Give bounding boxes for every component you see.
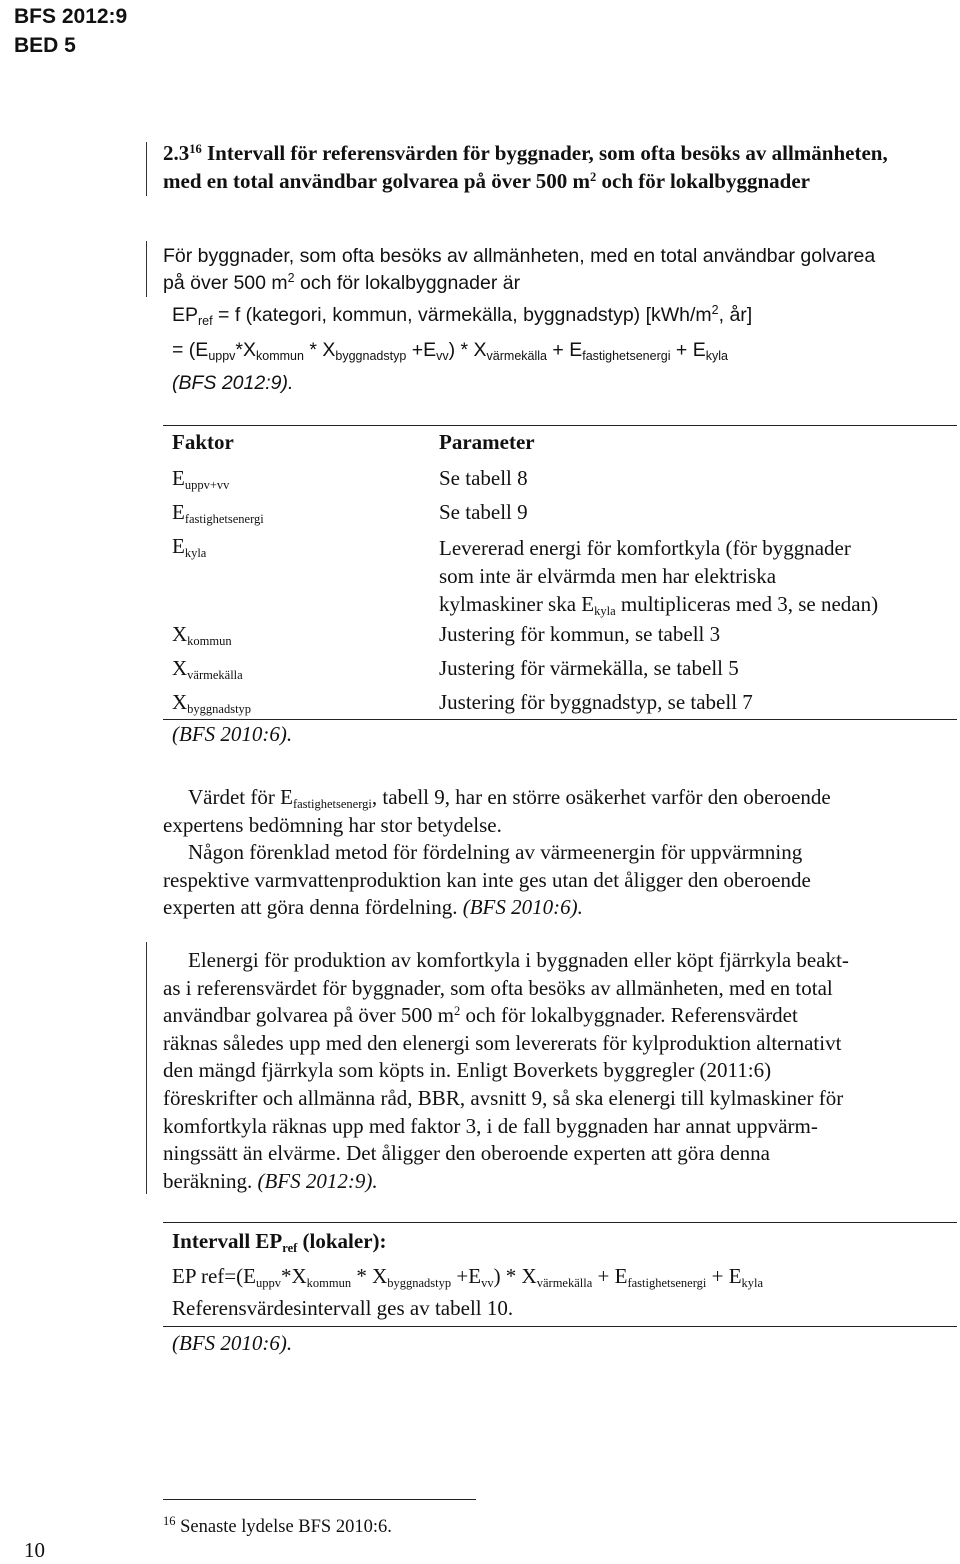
table-row-parameter: Justering för värmekälla, se tabell 5 [439,656,739,680]
intro-line-1: För byggnader, som ofta besöks av allmänheten, med en total användbar golvarea [163,245,876,267]
footnote: $^{16}$ Senaste lydelse BFS 2010:6. [163,1514,392,1537]
intro-line-2: på över 500 $m^2$ och för lokalbyggnader är [163,271,521,294]
section-title: $2.3^{16}$ Intervall för referensvärden för byggnader, som ofta besöks av allmänheten, med en total användbar golvarea på över 500 $m^2$ och för lokalbyggnader [163,141,888,193]
header-bfs: BFS 2012:9 [14,5,128,28]
table-bottom-rule [163,719,957,720]
table-row-faktor: $X_{kommun}$ [172,622,232,648]
change-bar [146,241,147,297]
reference-bfs-2010: (BFS 2010:6). [172,722,293,746]
reference-bfs-2012: (BFS 2012:9). [172,372,294,394]
paragraph-fastighetsenergi: Värdet för $E_{fastighetsenergi}$, tabell 9, har en större osäkerhet varför den oberoende expertens bedömning har stor betydelse. Någon förenklad metod för fördelning av värmeenergin för uppvärmning respektive varmvattenproduktion kan inte ges utan det åligger den oberoende experten att göra denna fördelning. (BFS 2010:6). [163,785,831,920]
table-row-parameter: Se tabell 8 [439,466,528,490]
paragraph-elenergi: Elenergi för produktion av komfortkyla i byggnaden eller köpt fjärrkyla beakt- as i referensvärdet för byggnader, som ofta besöks av allmänheten, med en total användbar golvarea på över 500 $m^2$ och för lokalbyggnader. Referensvärdet räknas således upp med den elenergi som levererats för kylproduktion alternativt den mängd fjärrkyla som köpts in. Enligt Boverkets byggregler (2011:6) föreskrifter och allmänna råd, BBR, avsnitt 9, så ska elenergi till kylmaskiner för komfortkyla räknas upp med faktor 3, i de fall byggnaden har annat uppvärm- ningssätt än elvärme. Det åligger den oberoende experten att göra denna beräkning. (BFS 2012:9). [163,948,849,1193]
formula-ep-ref: $EP_{ref} = f$ (kategori, kommun, värmekälla, byggnadstyp) [$kWh/m^2$, år] [172,303,753,328]
table-row-parameter: Levererad energi för komfortkyla (för byggnader som inte är elvärmda men har elektriska kylmaskiner ska $E_{kyla}$ multipliceras med 3, se nedan) [439,536,879,618]
footnote-ref: 16 [189,142,202,157]
reference-bfs-2012: (BFS 2012:9). [257,1168,378,1193]
header-bed: BED 5 [14,34,76,57]
table-row-parameter: Justering för byggnadstyp, se tabell 7 [439,690,753,714]
box-top-rule [163,1222,957,1223]
table-row-faktor: $E_{kyla}$ [172,534,207,560]
table-row-parameter: Justering för kommun, se tabell 3 [439,622,721,646]
reference-bfs-2010: (BFS 2010:6). [462,895,583,920]
table-header-parameter: Parameter [439,430,535,454]
box-bottom-rule [163,1326,957,1327]
box-formula: EP $ref=(E_{uppv}*X_{kommun} * X_{byggnadstyp} +E_{vv}) * X_{värmekälla} + E_{fastighetsenergi} + E_{kyla}$ [172,1264,764,1290]
page-number: 10 [24,1538,45,1562]
table-row-faktor: $X_{byggnadstyp}$ [172,690,252,716]
formula-expression: = $(E_{uppv}*X_{kommun} * X_{byggnadstyp} +E_{vv}) * X_{värmekälla} + E_{fastighetsenergi} + E_{kyla}$ [172,339,728,363]
table-header-faktor: Faktor [172,430,234,454]
box-note: Referensvärdesintervall ges av tabell 10. [172,1296,514,1320]
footnote-rule [163,1499,476,1500]
box-title: Intervall $EP_{ref}$ (lokaler): [172,1229,387,1255]
change-bar [146,942,147,1194]
table-row-faktor: $E_{fastighetsenergi}$ [172,500,264,526]
table-row-parameter: Se tabell 9 [439,500,528,524]
table-top-rule [163,425,957,426]
reference-bfs-2010: (BFS 2010:6). [172,1331,293,1355]
table-row-faktor: $E_{uppv+vv}$ [172,466,230,492]
table-row-faktor: $X_{värmekälla}$ [172,656,243,682]
change-bar [146,142,147,196]
